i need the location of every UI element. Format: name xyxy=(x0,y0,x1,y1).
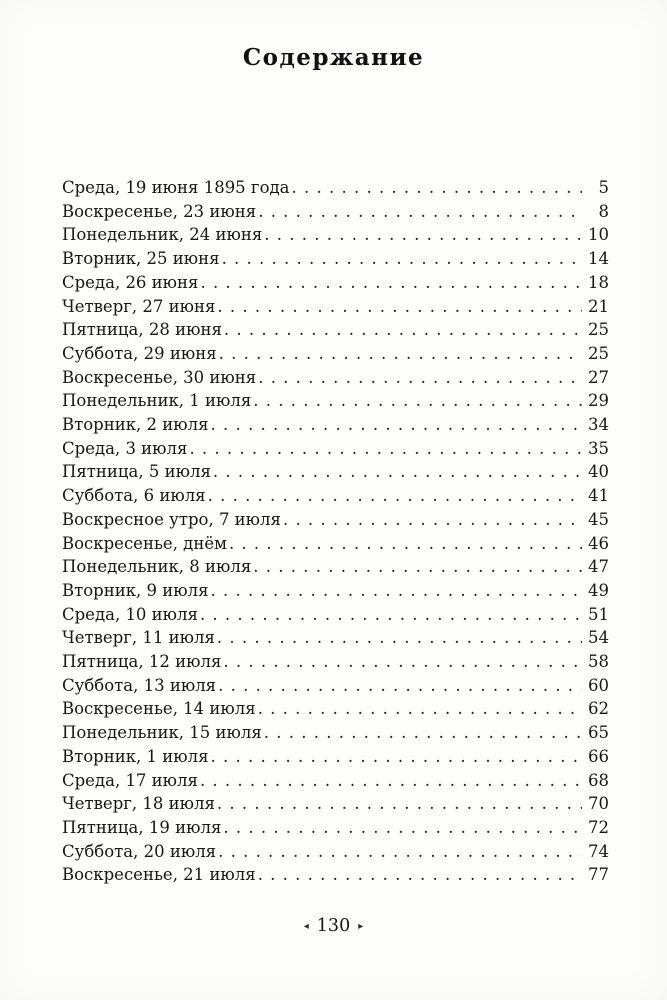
toc-entry xyxy=(62,437,609,461)
toc-dot-leader xyxy=(224,318,582,342)
footer-right-triangle-icon: ▸ xyxy=(358,920,364,932)
toc-dot-leader xyxy=(222,247,582,271)
toc-entry-page: 74 xyxy=(588,841,609,861)
toc-entry xyxy=(62,247,609,271)
toc-entry-page: 10 xyxy=(588,225,609,245)
toc-entry-page: 47 xyxy=(588,557,609,577)
toc-entry xyxy=(62,295,609,319)
toc-entry-page: 8 xyxy=(598,201,609,221)
toc-dot-leader xyxy=(218,840,582,864)
toc-dot-leader xyxy=(200,603,582,627)
toc-entry-page: 5 xyxy=(598,178,609,197)
toc-entry-label: Вторник, 9 июля xyxy=(62,580,209,600)
toc-entry-label: Четверг, 27 июня xyxy=(62,296,216,316)
toc-dot-leader xyxy=(229,532,582,556)
toc-entry-label: Среда, 17 июля xyxy=(62,770,198,790)
toc-entry xyxy=(62,555,609,579)
toc-dot-leader xyxy=(211,413,582,437)
toc-entry-page: 58 xyxy=(588,652,609,672)
toc-dot-leader xyxy=(283,508,582,532)
toc-dot-leader xyxy=(218,674,582,698)
toc-entry-page: 29 xyxy=(588,391,609,411)
toc-entry-label: Вторник, 25 июня xyxy=(62,249,220,269)
toc-dot-leader xyxy=(258,200,582,224)
toc-entry-label: Воскресенье, 14 июля xyxy=(62,699,256,719)
toc-entry-label: Среда, 10 июля xyxy=(62,604,198,624)
toc-entry-page: 21 xyxy=(588,296,609,316)
toc-entry-label: Пятница, 12 июля xyxy=(62,652,222,672)
toc-entry-label: Пятница, 5 июля xyxy=(62,462,211,482)
toc-dot-leader xyxy=(223,650,582,674)
toc-entry xyxy=(62,389,609,413)
toc-entry-label: Среда, 19 июня 1895 года xyxy=(62,178,290,197)
toc-entry-page: 60 xyxy=(588,675,609,695)
toc-entry xyxy=(62,532,609,556)
toc-entry-page: 18 xyxy=(588,272,609,292)
toc-entry-page: 27 xyxy=(588,367,609,387)
toc-dot-leader xyxy=(217,295,582,319)
toc-entry-page: 46 xyxy=(588,533,609,553)
toc-entry-page: 77 xyxy=(588,865,609,885)
toc-dot-leader xyxy=(208,484,582,508)
toc-entry-page: 66 xyxy=(588,746,609,766)
toc-entry-label: Суббота, 6 июля xyxy=(62,486,206,506)
toc-entry-page: 54 xyxy=(588,628,609,648)
toc-entry xyxy=(62,626,609,650)
toc-entry xyxy=(62,603,609,627)
toc-entry xyxy=(62,816,609,840)
toc-dot-leader xyxy=(211,579,582,603)
toc-dot-leader xyxy=(217,626,582,650)
toc-entry xyxy=(62,366,609,390)
toc-entry-page: 25 xyxy=(588,343,609,363)
toc-entry xyxy=(62,840,609,864)
toc-entry xyxy=(62,200,609,224)
toc-entry xyxy=(62,863,609,887)
toc-entry xyxy=(62,223,609,247)
toc-entry-page: 49 xyxy=(588,580,609,600)
toc-entry xyxy=(62,484,609,508)
toc-entry-page: 70 xyxy=(588,794,609,814)
toc-entry-page: 45 xyxy=(588,509,609,529)
toc-dot-leader xyxy=(219,342,582,366)
toc-entry-page: 68 xyxy=(588,770,609,790)
toc-entry xyxy=(62,342,609,366)
toc-entry-label: Пятница, 19 июля xyxy=(62,817,222,837)
toc-dot-leader xyxy=(292,176,582,200)
toc-entry-label: Воскресенье, 30 июня xyxy=(62,367,257,387)
toc-entry xyxy=(62,745,609,769)
toc-entry-label: Вторник, 2 июля xyxy=(62,415,209,435)
toc-entry-label: Четверг, 18 июля xyxy=(62,794,215,814)
toc-entry-label: Пятница, 28 июня xyxy=(62,320,222,340)
toc-entry-label: Суббота, 13 июля xyxy=(62,675,217,695)
toc-entry-label: Среда, 3 июля xyxy=(62,438,188,458)
toc-entry-page: 72 xyxy=(588,817,609,837)
toc-dot-leader xyxy=(264,223,582,247)
toc-dot-leader xyxy=(223,816,582,840)
toc-entry-label: Понедельник, 24 июня xyxy=(62,225,263,245)
toc-entry-page: 51 xyxy=(588,604,609,624)
toc-entry xyxy=(62,176,609,200)
toc-entry-page: 41 xyxy=(588,486,609,506)
toc-list xyxy=(62,176,609,887)
page-title: Содержание xyxy=(242,44,425,71)
toc-entry xyxy=(62,271,609,295)
toc-entry-label: Понедельник, 1 июля xyxy=(62,391,252,411)
toc-entry-page: 62 xyxy=(588,699,609,719)
page-footer xyxy=(0,916,667,936)
toc-entry-page: 40 xyxy=(588,462,609,482)
toc-dot-leader xyxy=(253,555,582,579)
toc-dot-leader xyxy=(200,271,582,295)
toc-entry-label: Вторник, 1 июля xyxy=(62,746,209,766)
toc-entry-label: Воскресное утро, 7 июля xyxy=(62,509,281,529)
toc-dot-leader xyxy=(258,863,582,887)
toc-dot-leader xyxy=(258,366,582,390)
toc-entry-page: 65 xyxy=(588,723,609,743)
toc-entry-label: Суббота, 20 июля xyxy=(62,841,217,861)
toc-dot-leader xyxy=(213,460,582,484)
toc-entry xyxy=(62,650,609,674)
toc-entry xyxy=(62,721,609,745)
toc-entry-label: Суббота, 29 июня xyxy=(62,343,217,363)
toc-entry xyxy=(62,318,609,342)
toc-entry xyxy=(62,674,609,698)
toc-entry xyxy=(62,579,609,603)
toc-entry xyxy=(62,697,609,721)
toc-entry-label: Четверг, 11 июля xyxy=(62,628,215,648)
toc-entry xyxy=(62,460,609,484)
toc-entry-label: Воскресенье, днём xyxy=(62,533,227,553)
toc-entry-label: Среда, 26 июня xyxy=(62,272,199,292)
toc-dot-leader xyxy=(253,389,582,413)
toc-entry-page: 25 xyxy=(588,320,609,340)
toc-entry xyxy=(62,413,609,437)
toc-entry-label: Воскресенье, 21 июля xyxy=(62,865,256,885)
toc-dot-leader xyxy=(189,437,582,461)
toc-entry-page: 35 xyxy=(588,438,609,458)
toc-dot-leader xyxy=(211,745,582,769)
toc-dot-leader xyxy=(258,697,582,721)
toc-dot-leader xyxy=(264,721,582,745)
toc-entry-label: Понедельник, 8 июля xyxy=(62,557,252,577)
toc-entry xyxy=(62,769,609,793)
toc-entry-label: Понедельник, 15 июля xyxy=(62,723,262,743)
toc-entry xyxy=(62,508,609,532)
toc-entry xyxy=(62,792,609,816)
toc-entry-page: 14 xyxy=(588,249,609,269)
toc-entry-page: 34 xyxy=(588,415,609,435)
footer-page-number: 130 xyxy=(316,916,351,936)
toc-entry-label: Воскресенье, 23 июня xyxy=(62,201,257,221)
footer-left-triangle-icon: ◂ xyxy=(303,920,309,932)
toc-dot-leader xyxy=(217,792,582,816)
toc-dot-leader xyxy=(200,769,582,793)
